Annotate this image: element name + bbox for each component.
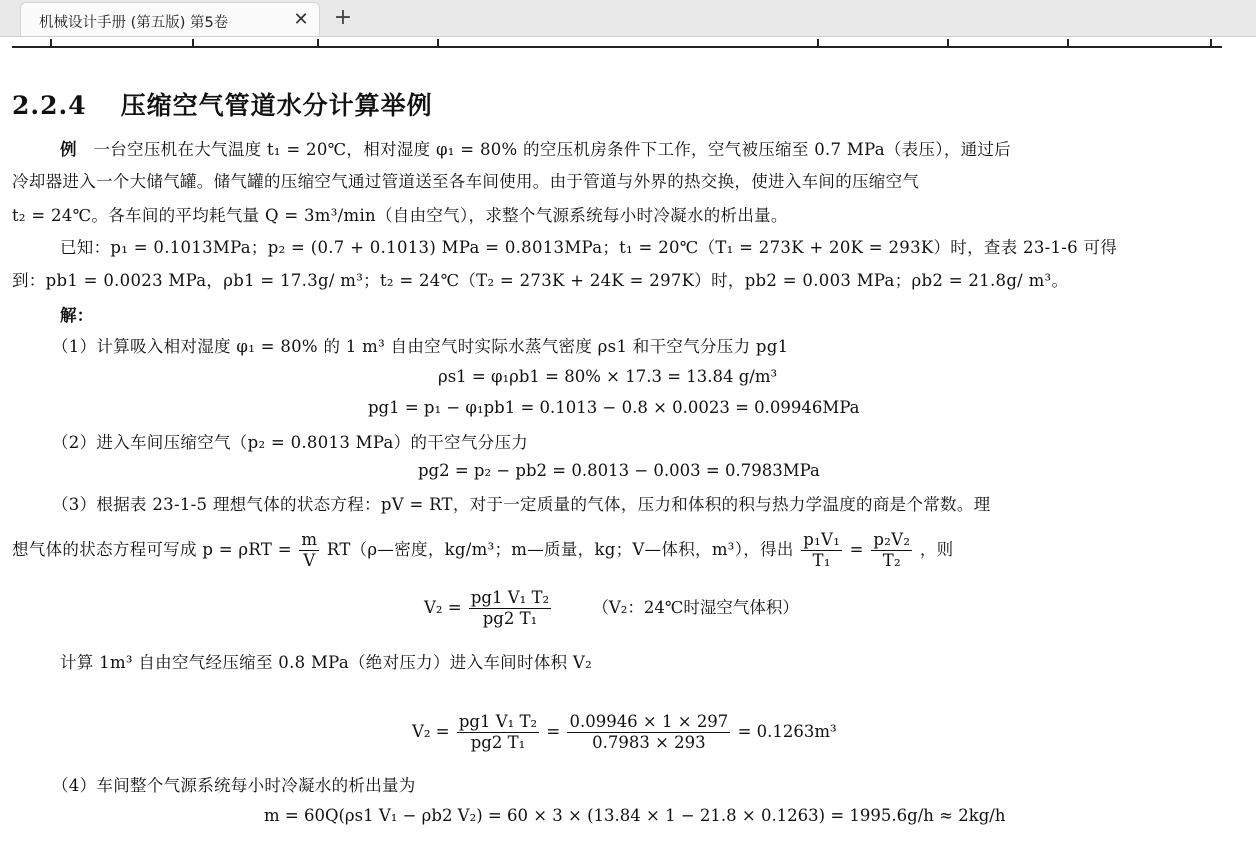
tab-title: 机械设计手册 (第五版) 第5卷 [39, 15, 229, 31]
equation-5-fraction-symbolic [457, 712, 539, 753]
equation-4-fraction [469, 588, 551, 629]
known-line-2: 到：pb1 = 0.0023 MPa，ρb1 = 17.3g/ m³；t₂ = 24℃（T₂ = 273K + 24K = 297K）时，pb2 = 0.003 MPa；ρb2 = 21.8g/ m³。 [12, 271, 1069, 290]
example-line-2: 冷却器进入一个大储气罐。储气罐的压缩空气通过管道送至各车间使用。由于管道与外界的热交换，使进入车间的压缩空气 [12, 172, 920, 191]
equation-5-result: = 0.1263m³ [737, 722, 837, 741]
fraction-m-over-V [299, 530, 319, 571]
new-tab-button[interactable]: + [333, 5, 353, 30]
calculation-line: 计算 1m³ 自由空气经压缩至 0.8 MPa（绝对压力）进入车间时体积 V₂ [60, 653, 593, 672]
equation-4-lhs: V₂ = [424, 598, 462, 617]
step-3-line-1: （3）根据表 23-1-5 理想气体的状态方程：pV = RT，对于一定质量的气体，压力和体积的积与热力学温度的商是个常数。理 [52, 495, 991, 514]
example-label: 例 [60, 140, 77, 159]
fraction-numerator: 0.09946 × 1 × 297 [569, 712, 729, 731]
fraction-denominator: pg2 T₁ [482, 609, 538, 628]
fraction-numerator: pg1 V₁ T₂ [458, 712, 538, 731]
fraction-p1V1-over-T1 [801, 530, 842, 571]
step-4: （4）车间整个气源系统每小时冷凝水的析出量为 [52, 776, 416, 795]
equation-2: pg1 = p₁ − φ₁pb1 = 0.1013 − 0.8 × 0.0023 = 0.09946MPa [368, 398, 860, 417]
section-heading [12, 86, 433, 122]
example-text-1: 一台空压机在大气温度 t₁ = 20℃，相对湿度 φ₁ = 80% 的空压机房条件下工作，空气被压缩至 0.7 MPa（表压），通过后 [93, 140, 1012, 159]
equals-sign: = [546, 722, 561, 741]
fraction-denominator: 0.7983 × 293 [592, 733, 706, 752]
fraction-denominator: T₁ [812, 551, 831, 570]
fraction-denominator: T₂ [882, 551, 901, 570]
step-3-then: ，则 [919, 540, 954, 559]
fraction-numerator: m [301, 530, 318, 549]
equals-sign: = [849, 540, 864, 559]
step-1: （1）计算吸入相对湿度 φ₁ = 80% 的 1 m³ 自由空气时实际水蒸气密度 ρs1 和干空气分压力 pg1 [52, 337, 789, 356]
fraction-numerator: p₂V₂ [873, 530, 911, 549]
close-icon[interactable]: ✕ [293, 9, 309, 30]
example-line-3: t₂ = 24℃。各车间的平均耗气量 Q = 3m³/min（自由空气），求整个气源系统每小时冷凝水的析出量。 [12, 206, 788, 225]
equation-3: pg2 = p₂ − pb2 = 0.8013 − 0.003 = 0.7983MPa [418, 461, 820, 480]
equation-4-note: （V₂：24℃时湿空气体积） [592, 598, 799, 617]
section-number: 2.2.4 [12, 91, 87, 120]
step-3-text-a: 想气体的状态方程可写成 p = ρRT = [12, 540, 292, 559]
equation-5 [412, 712, 837, 753]
example-line-1 [60, 137, 1011, 163]
fraction-numerator: p₁V₁ [803, 530, 841, 549]
fraction-denominator: pg2 T₁ [470, 733, 526, 752]
equation-1: ρs1 = φ₁ρb1 = 80% × 17.3 = 13.84 g/m³ [438, 367, 778, 386]
fraction-numerator: pg1 V₁ T₂ [470, 588, 550, 607]
fraction-denominator: V [303, 551, 316, 570]
solution-label: 解： [60, 306, 94, 325]
known-line-1: 已知：p₁ = 0.1013MPa；p₂ = (0.7 + 0.1013) MPa = 0.8013MPa；t₁ = 20℃（T₁ = 273K + 20K = 293K）时，查表 23-1-6 可得 [60, 238, 1118, 257]
equation-6: m = 60Q(ρs1 V₁ − ρb2 V₂) = 60 × 3 × (13.84 × 1 − 21.8 × 0.1263) = 1995.6g/h ≈ 2kg/h [264, 806, 1006, 825]
equation-4 [424, 588, 799, 629]
equation-5-fraction-numeric [567, 712, 730, 753]
fraction-p2V2-over-T2 [871, 530, 912, 571]
step-3-line-2 [12, 530, 953, 571]
step-2: （2）进入车间压缩空气（p₂ = 0.8013 MPa）的干空气分压力 [52, 433, 529, 452]
step-3-text-b: RT（ρ—密度，kg/m³；m—质量，kg；V—体积，m³），得出 [326, 540, 794, 559]
section-title: 压缩空气管道水分计算举例 [120, 91, 433, 120]
equation-5-lhs: V₂ = [412, 722, 450, 741]
